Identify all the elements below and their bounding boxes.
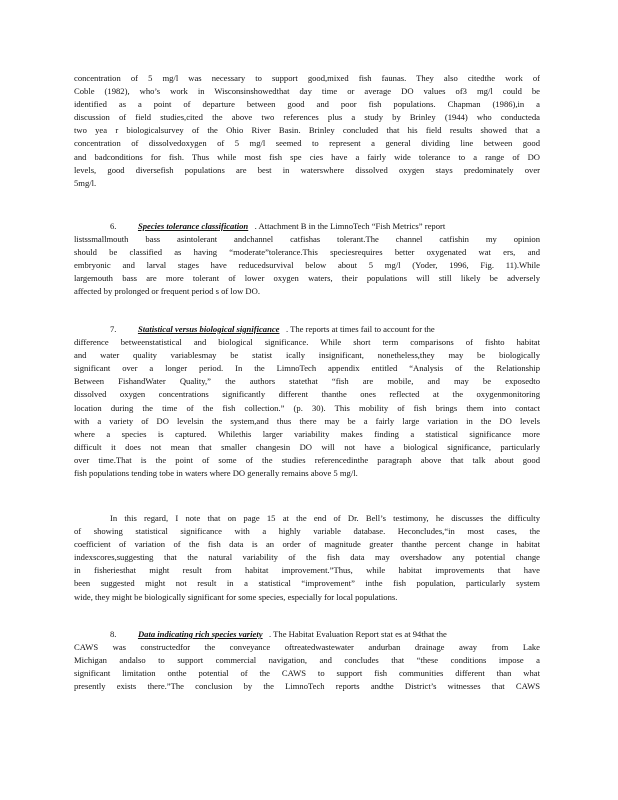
paragraph-in-this-regard	[74, 512, 540, 604]
text-line: difficult it does not mean that smaller changesin DO will not have a biological significance, particularly	[74, 441, 540, 452]
text-line: with a variety of DO levelsin the system,and thus there may be a fairly large variation in the DO levels	[74, 415, 540, 426]
text-line: affected by prolonged or frequent period s of low DO.	[74, 286, 260, 297]
text-line: concentration of 5 mg/l was necessary to support good,mixed fish faunas. They also citedthe work of	[74, 73, 540, 83]
text-line: dissolved oxygen concentrations significantly different thanthe ones reflected at the oxygenmonitoring	[74, 389, 540, 400]
text-line: embryonic and larval stages have reducedsurvival below about 5 mg/l (Yoder, 1996, Fig. 11).While	[74, 260, 540, 271]
text-line: where a species is captured. Whilethis larger variability makes finding a statistical significance more	[74, 428, 540, 439]
text-line: difference betweenstatistical and biological significance. While short term comparisons of fishto habitat	[74, 337, 540, 348]
text-line: two yea r biologicalsurvey of the Ohio River Basin. Brinley concluded that his field results showed that a	[74, 125, 540, 136]
text-line: in fisheriesthat might result from habitat improvement.”Thus, while habitat improvements that have	[74, 565, 540, 576]
text-line: largemouth bass are more tolerant of lower oxygen waters, their populations will still likely be adversely	[74, 273, 540, 284]
text-line: and water quality variablesmay be statist ically insignificant, nonetheless,they may be biologically	[74, 350, 540, 361]
text-line: Michigan andalso to support commercial navigation, and concludes that “these conditions impose a	[74, 655, 540, 666]
paragraph-heading-rest: . Attachment B in the LimnoTech “Fish Metrics” report	[254, 221, 446, 231]
paragraph-heading-rest: . The reports at times fail to account for the	[285, 324, 435, 334]
text-line: Coble (1982), who’s work in Wisconsinshowedthat day time or average DO values of3 mg/l could be	[74, 86, 540, 97]
paragraph-number: 6.	[110, 221, 117, 231]
paragraph-8	[74, 628, 540, 693]
paragraph-number: 8.	[110, 629, 117, 639]
text-line: indexscores,suggesting that the natural variability of the fish data may overshadow any potential change	[74, 552, 540, 563]
paragraph-6	[74, 220, 540, 299]
text-line: concentration of dissolvedoxygen of 5 mg/l seemed to represent a general dividing line between good	[74, 138, 540, 149]
text-line: presently exists there.”The conclusion by the LimnoTech reports andthe District’s witnesses that CAWS	[74, 681, 540, 692]
text-line: should be classified as having “moderate”tolerance.This speciesrequires better oxygenated wat ers, and	[74, 247, 540, 258]
paragraph-heading-line	[74, 220, 540, 233]
text-line: location during the time of the fish collection.” (p. 30). This mobility of fish brings them into contact	[74, 402, 540, 413]
paragraph-number: 7.	[110, 324, 117, 334]
paragraph-heading-line	[74, 628, 540, 641]
paragraph-heading: Species tolerance classification	[137, 221, 249, 231]
text-line: significant limitation onthe potential of the CAWS to support fish communities different than what	[74, 668, 540, 679]
text-line: listssmallmouth bass asintolerant andchannel catfishas tolerant.The channel catfishin my opinion	[74, 234, 540, 245]
paragraph-heading: Data indicating rich species variety	[137, 629, 263, 639]
text-line: levels, good diversefish populations are best in waterswhere dissolved oxygen stays predominately over	[74, 164, 540, 175]
text-line: and badconditions for fish. Thus while most fish spe cies have a fairly wide tolerance to a range of DO	[74, 151, 540, 162]
text-line: fish populations tending tobe in waters where DO generally remains above 5 mg/l.	[74, 468, 358, 479]
text-line: wide, they might be biologically significant for some species, especially for local populations.	[74, 591, 398, 602]
text-line: over time.That is the point of some of the studies referencedinthe paragraph above that talk about good	[74, 454, 540, 465]
paragraph-heading-rest: . The Habitat Evaluation Report stat es at 94that the	[269, 629, 447, 639]
paragraph-heading: Statistical versus biological significance	[137, 324, 280, 334]
paragraph-7	[74, 323, 540, 480]
paragraph-heading-line	[74, 323, 540, 336]
text-line: 5mg/l.	[74, 177, 97, 188]
text-line: identified as a point of departure between good and poor fish populations. Chapman (1986),in a	[74, 99, 540, 110]
text-line: Between FishandWater Quality,” the authors statethat “fish are mobile, and may be exposedto	[74, 376, 540, 387]
text-line: In this regard, I note that on page 15 at the end of Dr. Bell’s testimony, he discusses the difficulty	[110, 513, 540, 523]
text-line: been suggested might not result in a statistical “improvement” inthe fish population, particularly system	[74, 578, 540, 589]
paragraph-continuation	[74, 72, 540, 190]
text-line: coefficient of variation of the fish data is an order of magnitude greater thanthe percent change in habitat	[74, 539, 540, 550]
text-line: of showing statistical significance with a highly variable database. Heconcludes,“in most cases, the	[74, 526, 540, 537]
text-line: discussion of field studies,cited the above two references plus a study by Brinley (1944) who conducteda	[74, 112, 540, 123]
text-line: CAWS was constructedfor the conveyance oftreatedwastewater andurban drainage away from Lake	[74, 642, 540, 653]
text-line: significant over a longer period. In the LimnoTech appendix entitled “Analysis of the Relationship	[74, 363, 540, 374]
